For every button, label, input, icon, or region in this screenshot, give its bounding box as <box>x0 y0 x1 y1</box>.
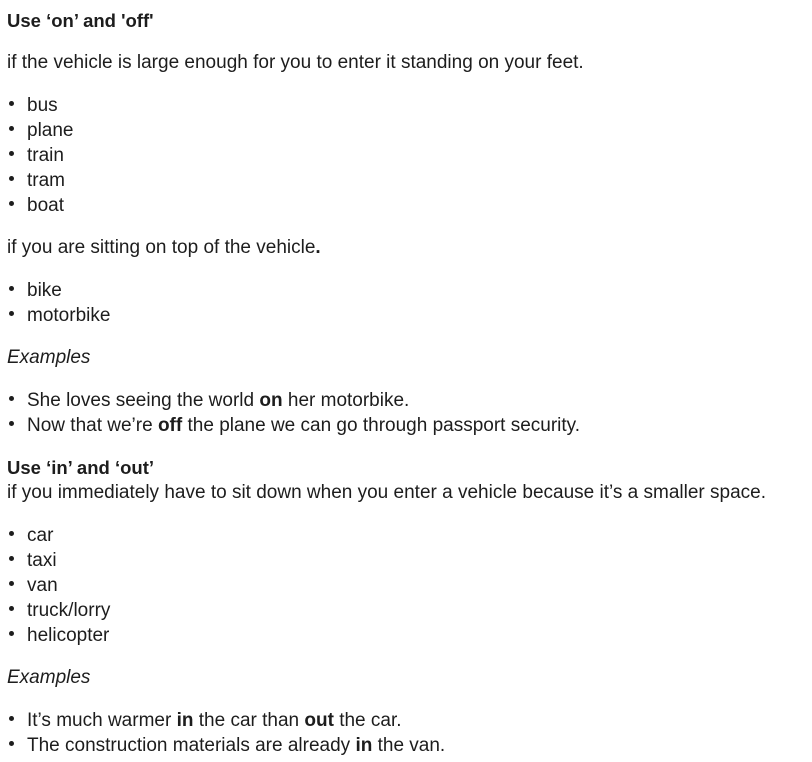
bullet-icon <box>9 396 14 401</box>
bullet-icon <box>9 286 14 291</box>
bullet-icon <box>9 421 14 426</box>
list-item: It’s much warmer in the car than out the car. <box>7 708 445 733</box>
bullet-icon <box>9 531 14 536</box>
large-vehicle-list <box>7 93 74 218</box>
bullet-icon <box>9 311 14 316</box>
bullet-icon <box>9 176 14 181</box>
list-item: train <box>7 143 74 168</box>
on-off-intro: if the vehicle is large enough for you to enter it standing on your feet. <box>7 52 584 73</box>
bullet-icon <box>9 581 14 586</box>
bullet-icon <box>9 126 14 131</box>
bullet-icon <box>9 741 14 746</box>
bullet-icon <box>9 606 14 611</box>
list-item: bus <box>7 93 74 118</box>
bullet-icon <box>9 201 14 206</box>
list-item: She loves seeing the world on her motorbike. <box>7 388 580 413</box>
bullet-icon <box>9 631 14 636</box>
in-out-intro: if you immediately have to sit down when you enter a vehicle because it’s a smaller space. <box>7 482 766 503</box>
list-item: truck/lorry <box>7 598 110 623</box>
top-vehicle-list <box>7 278 110 328</box>
list-item: plane <box>7 118 74 143</box>
small-vehicle-list <box>7 523 110 648</box>
examples-label: Examples <box>7 347 91 368</box>
list-item: bike <box>7 278 110 303</box>
list-item: boat <box>7 193 74 218</box>
list-item: motorbike <box>7 303 110 328</box>
list-item: Now that we’re off the plane we can go through passport security. <box>7 413 580 438</box>
examples-label: Examples <box>7 667 91 688</box>
list-item: tram <box>7 168 74 193</box>
list-item: The construction materials are already in the van. <box>7 733 445 758</box>
list-item: car <box>7 523 110 548</box>
on-off-examples-list <box>7 388 580 438</box>
bullet-icon <box>9 716 14 721</box>
list-item: van <box>7 573 110 598</box>
bullet-icon <box>9 556 14 561</box>
list-item: helicopter <box>7 623 110 648</box>
bullet-icon <box>9 151 14 156</box>
on-off-heading: Use ‘on’ and 'off' <box>7 10 154 31</box>
in-out-heading: Use ‘in’ and ‘out’ <box>7 457 154 478</box>
list-item: taxi <box>7 548 110 573</box>
bullet-icon <box>9 101 14 106</box>
sitting-intro: if you are sitting on top of the vehicle. <box>7 237 321 258</box>
in-out-examples-list <box>7 708 445 758</box>
